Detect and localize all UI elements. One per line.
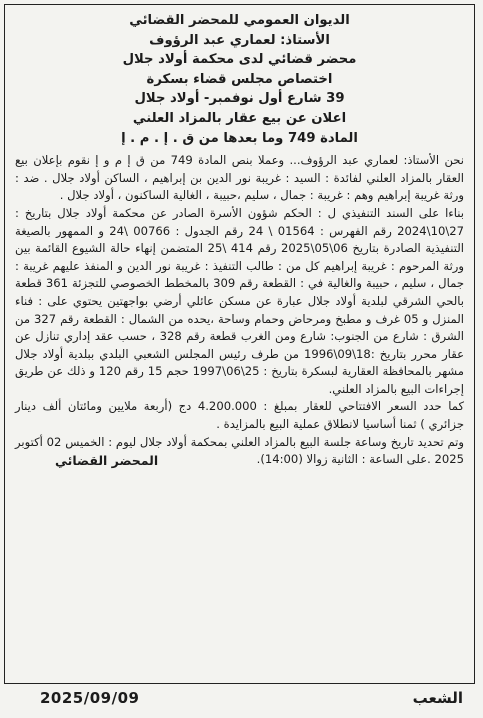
footer <box>4 684 475 712</box>
header-office: الديوان العمومي للمحضر القضائي <box>129 13 350 28</box>
header-bailiff-name: الأستاذ: لعماري عبد الرؤوف <box>149 32 330 48</box>
paragraph-executive-title: بناءا على السند التنفيذي ل : الحكم شؤون الأسرة الصادر عن محكمة أولاد جلال بتاريخ : 27\10\2024 رقم الفهرس : 01564 \ 24 رقم الجدول : 00766 \24 و الممهور بالصيغة التنفيذية الصادرة بتاريخ 06\05\2025 رقم 414 \25 المتضمن إنهاء حالة الشيوع القائمة بين ورثة المرحوم : غريبة إبراهيم كل من : طالب التنفيذ : غريبة نور الدين و المنفذ عليهم غريبة : جمال ، سليم ، حبيبة والغالية في : القطعة رقم 309 بالمخطط الخصوصي للتجزئة 361 قطعة بالحي الشرقي لبلدية أولاد جلال عبارة عن مسكن عائلي أرضي بواجهتين يحتوي على : فناء المنزل و 05 غرف و مطبخ ومرحاض وحمام وساحة ،يحده من الشمال : القطعة رقم 327 من الشرق : شارع من الجنوب: شارع ومن الغرب قطعة رقم 328 ، حسب عقد إداري تنازل عن عقار محرر بتاريخ :18\09\1996 من طرف رئيس المجلس الشعبي البلدي ببلدية أولاد جلال مشهر بالمحافظة العقارية لبسكرة بتاريخ : 25\06\1997 حجم 15 رقم 120 و ذلك عن طريق إجراءات البيع بالمزاد العلني. <box>15 205 465 396</box>
newspaper-name: الشعب <box>412 689 463 707</box>
paragraph-intro: نحن الأستاذ: لعماري عبد الرؤوف... وعملا بنص المادة 749 من ق إ م و إ نقوم بإعلان بيع العقار بالمزاد العلني لفائدة : السيد : غريبة نور الدين بن إبراهيم ، الساكن أولاد جلال . ضد : ورثة غريبة إبراهيم وهم : غريبة : جمال ، سليم ،حبيبة ، الغالية الساكنون ، أولاد جلال . <box>15 153 464 203</box>
header-court: محضر قضائي لدى محكمة أولاد جلال <box>122 52 357 68</box>
header-address: 39 شارع أول نوفمبر- أولاد جلال <box>134 91 345 107</box>
signature: المحضر القضائي <box>55 452 159 468</box>
header-title: اعلان عن بيع عقار بالمزاد العلني <box>132 110 347 126</box>
header-article: المادة 749 وما بعدها من ق . إ . م . إ <box>121 130 358 146</box>
header-jurisdiction: اختصاص مجلس قضاء بسكرة <box>146 71 333 87</box>
announcement-header <box>15 11 464 148</box>
announcement-body <box>15 152 464 469</box>
paragraph-auction-date: وتم تحديد تاريخ وساعة جلسة البيع بالمزاد العلني بمحكمة أولاد جلال ليوم : الخميس 02 أكتوبر 2025 .على الساعة : الثانية زوالا (14:00). <box>15 434 464 467</box>
paragraph-opening-price: كما حدد السعر الافتتاحي للعقار بمبلغ : 4.200.000 دج (أربعة ملايين ومائتان ألف دينار جزائري ) ثمنا أساسيا لانطلاق عملية البيع بالمزايدة . <box>15 399 464 432</box>
publication-date: 2025/09/09 <box>40 689 140 707</box>
announcement-frame <box>4 4 475 684</box>
